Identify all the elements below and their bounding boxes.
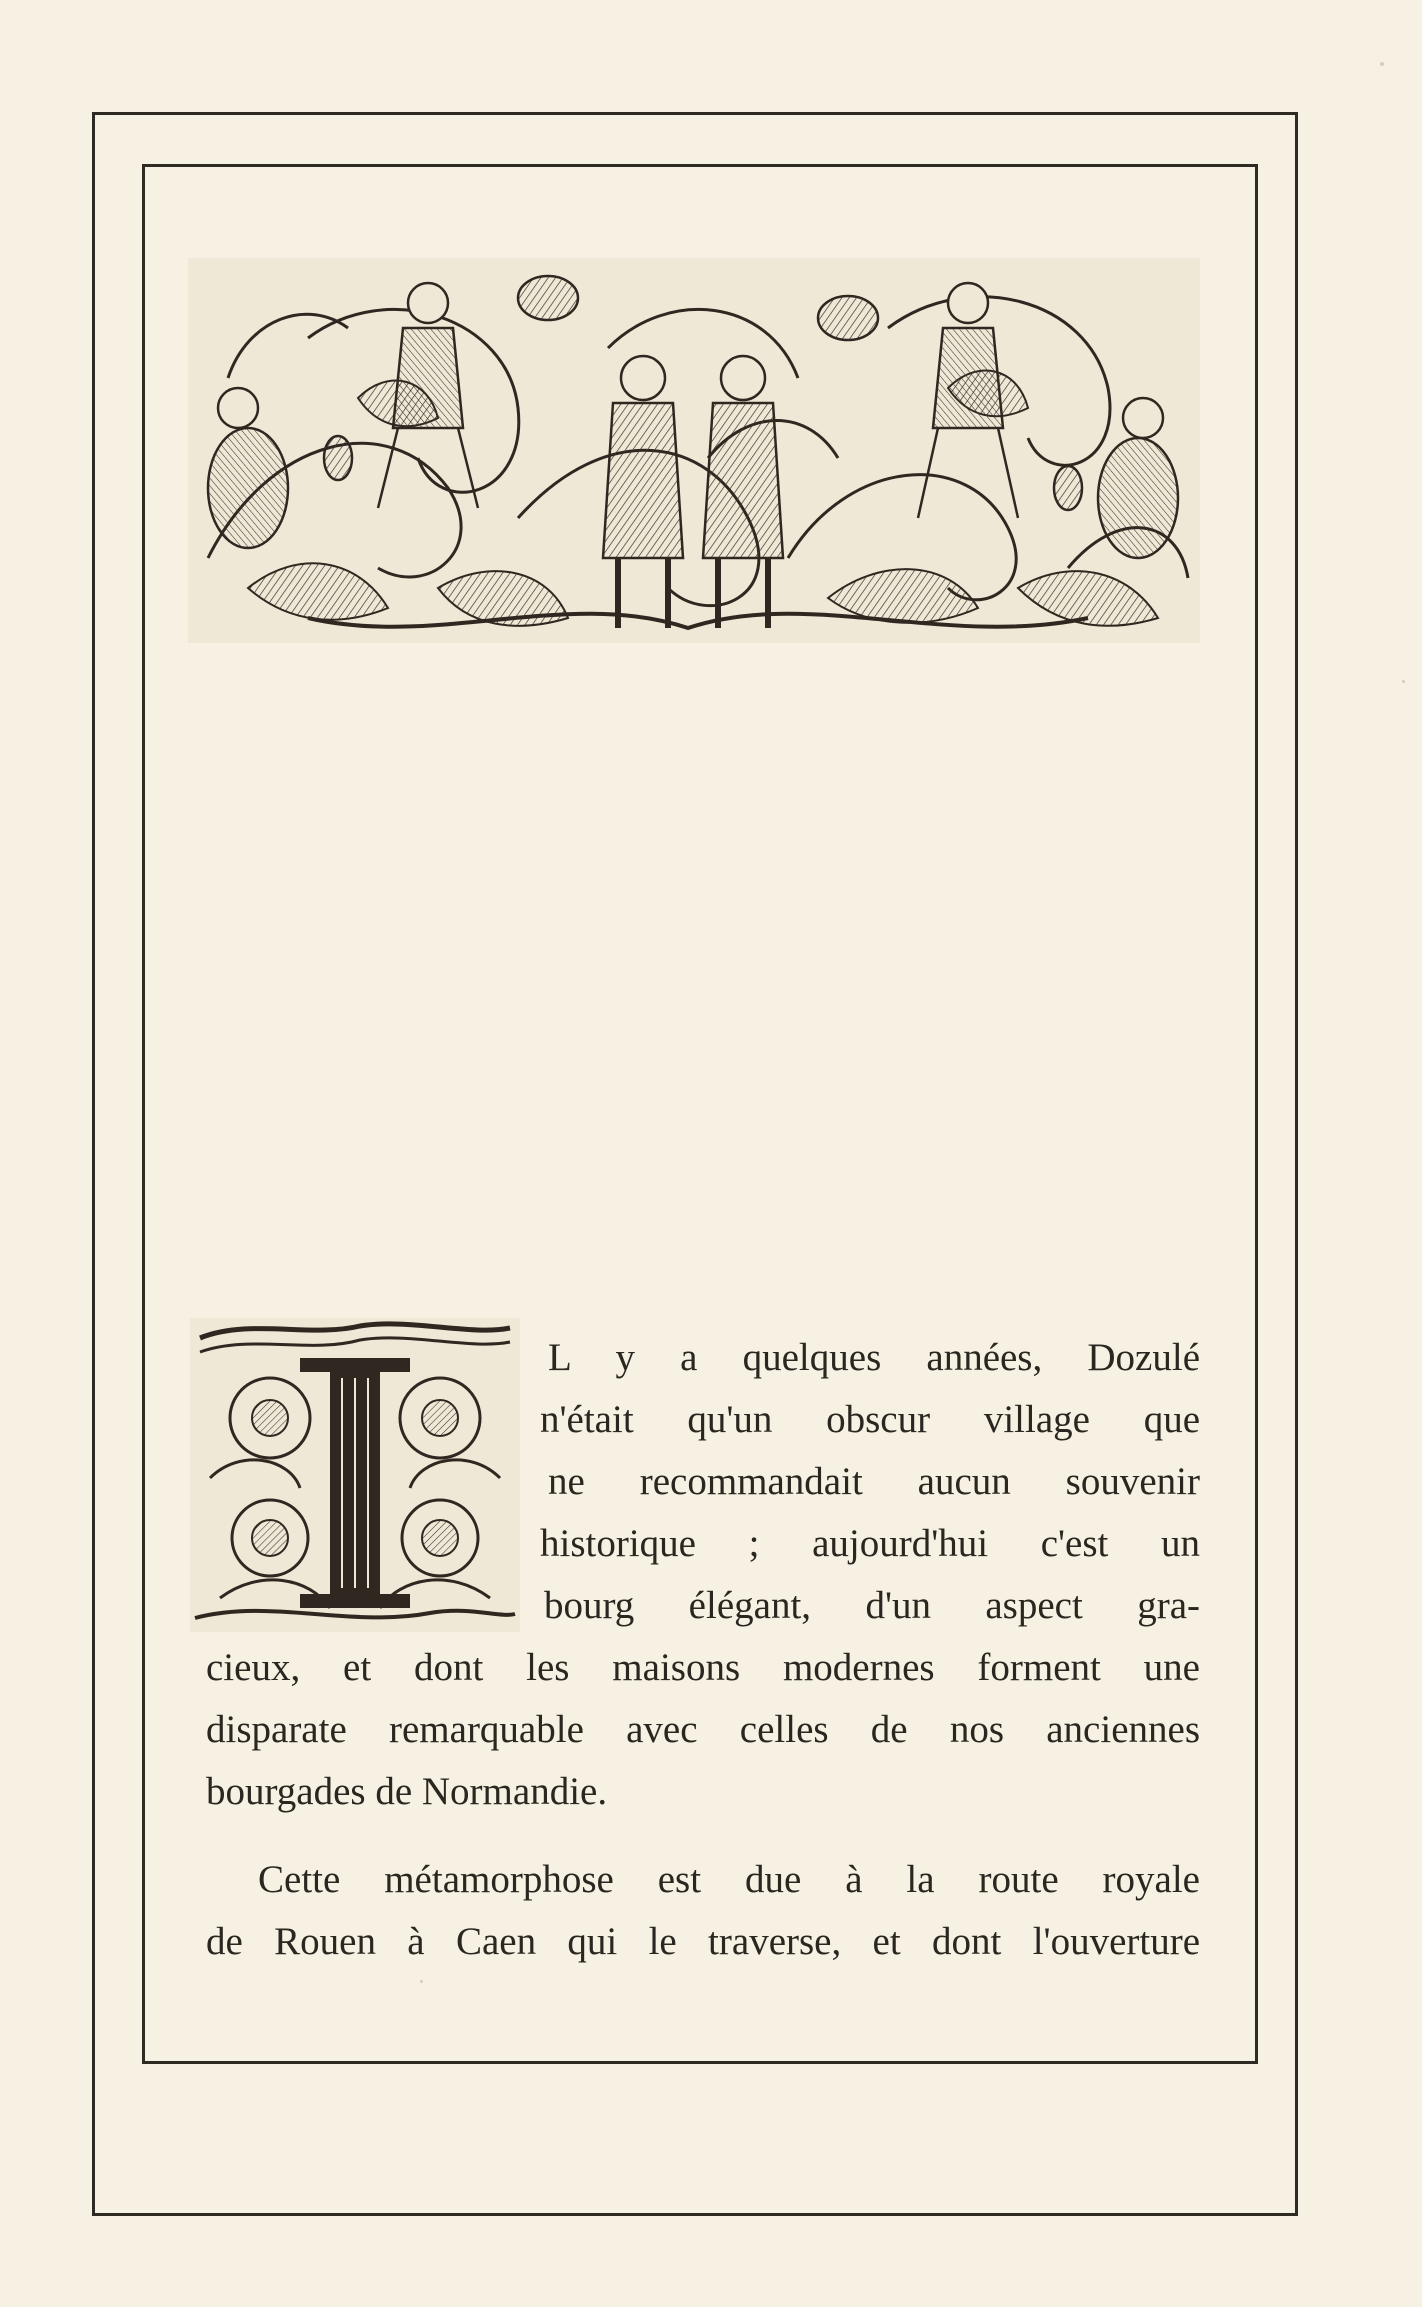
ornate-initial-i-icon — [190, 1318, 520, 1632]
text-line: n'était qu'un obscur village que — [540, 1398, 1200, 1441]
text-line: disparate remarquable avec celles de nos anciennes — [206, 1708, 1200, 1751]
ornamental-headpiece — [188, 258, 1200, 643]
text-line-last: bourgades de Normandie. — [206, 1770, 608, 1813]
text-line: L y a quelques années, Dozulé — [548, 1336, 1200, 1379]
paper-speck — [1380, 62, 1384, 66]
text-line: de Rouen à Caen qui le traverse, et dont l'ouverture — [206, 1920, 1200, 1963]
text-line: historique ; aujourd'hui c'est un — [540, 1522, 1200, 1565]
text-line: Cette métamorphose est due à la route royale — [258, 1858, 1200, 1901]
text-line: ne recommandait aucun souvenir — [548, 1460, 1200, 1503]
ornamental-headpiece-icon — [188, 258, 1200, 643]
drop-cap — [190, 1318, 520, 1632]
text-line: cieux, et dont les maisons modernes forment une — [206, 1646, 1200, 1689]
paper-speck — [1402, 680, 1405, 683]
text-line: bourg élégant, d'un aspect gra- — [544, 1584, 1200, 1627]
